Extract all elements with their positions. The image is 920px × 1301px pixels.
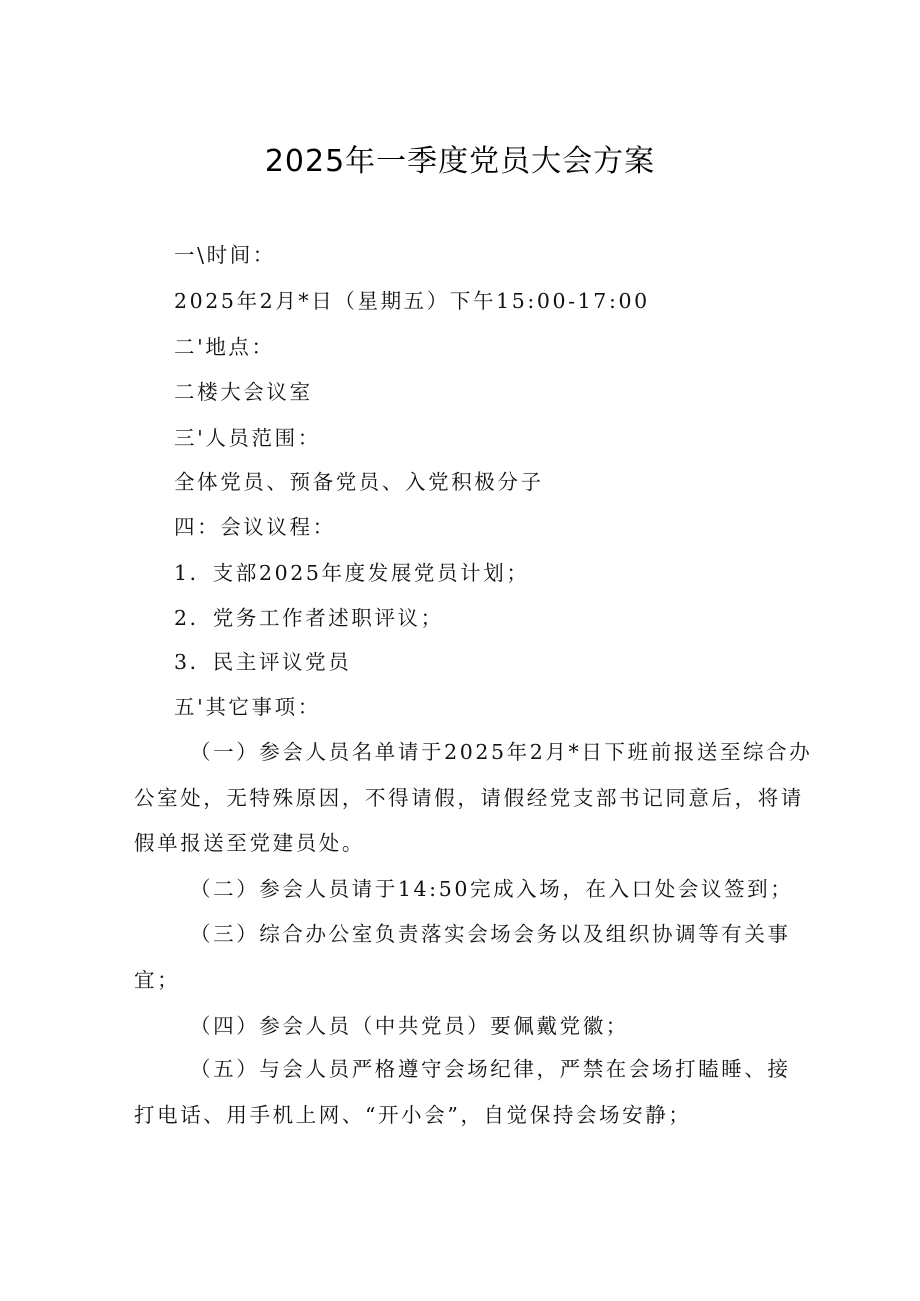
- agenda-item-1: 1．支部2025年度发展党员计划；: [174, 561, 530, 585]
- section-heading-other: 五'其它事项：: [174, 695, 321, 719]
- attendees: 全体党员、预备党员、入党积极分子: [174, 470, 544, 494]
- agenda-item-3: 3．民主评议党员: [174, 650, 352, 674]
- other-item-3-line-1: （三）综合办公室负责落实会场会务以及组织协调等有关事: [190, 922, 791, 946]
- other-item-3-line-2: 宜；: [134, 968, 181, 992]
- other-item-1-line-3: 假单报送至党建员处。: [134, 831, 365, 855]
- document-title: 2025年一季度党员大会方案: [264, 144, 656, 179]
- section-heading-attendees: 三'人员范围：: [174, 426, 321, 450]
- other-item-1-line-2: 公室处，无特殊原因，不得请假，请假经党支部书记同意后，将请: [134, 786, 804, 810]
- section-heading-location: 二'地点：: [174, 335, 275, 359]
- section-heading-agenda: 四：会议议程：: [174, 515, 336, 539]
- agenda-item-2: 2．党务工作者述职评议；: [174, 606, 444, 630]
- section-heading-time: 一\时间：: [174, 243, 276, 267]
- other-item-5-line-1: （五）与会人员严格遵守会场纪律，严禁在会场打瞌睡、接: [190, 1057, 791, 1081]
- other-item-5-line-2: 打电话、用手机上网、“开小会”，自觉保持会场安静；: [134, 1103, 692, 1127]
- other-item-1-line-1: （一）参会人员名单请于2025年2月*日下班前报送至综合办: [190, 740, 813, 764]
- meeting-location: 二楼大会议室: [174, 380, 313, 404]
- meeting-time: 2025年2月*日（星期五）下午15:00-17:00: [174, 289, 650, 313]
- other-item-2: （二）参会人员请于14:50完成入场，在入口处会议签到；: [190, 877, 794, 901]
- other-item-4: （四）参会人员（中共党员）要佩戴党徽；: [190, 1014, 629, 1038]
